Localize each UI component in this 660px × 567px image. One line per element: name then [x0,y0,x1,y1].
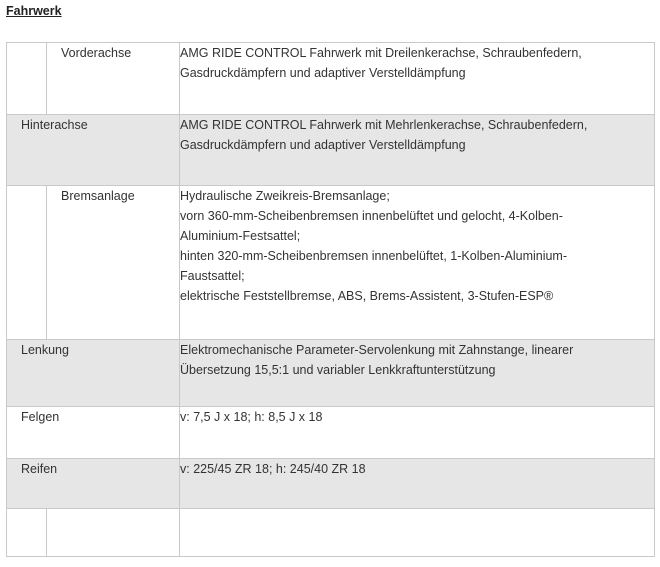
value-line: Übersetzung 15,5:1 und variabler Lenkkraftunterstützung [180,363,496,377]
spec-table [6,42,655,557]
value-line: elektrische Feststellbremse, ABS, Brems-Assistent, 3-Stufen-ESP® [180,289,554,303]
row-label: Reifen [7,459,180,509]
value-line: Gasdruckdämpfern und adaptiver Verstelldämpfung [180,66,466,80]
row-label: Bremsanlage [47,186,180,340]
value-line: Elektromechanische Parameter-Servolenkung mit Zahnstange, linearer [180,343,574,357]
value-line: v: 225/45 ZR 18; h: 245/40 ZR 18 [180,462,366,476]
row-label: Hinterachse [7,115,180,186]
table-row [7,115,655,186]
empty-cell [47,509,180,557]
value-line: AMG RIDE CONTROL Fahrwerk mit Dreilenkerachse, Schraubenfedern, [180,46,582,60]
row-label: Felgen [7,407,180,459]
section-title: Fahrwerk [6,4,62,18]
row-value [180,43,655,115]
value-line: Aluminium-Festsattel; [180,229,301,243]
value-line: AMG RIDE CONTROL Fahrwerk mit Mehrlenkerachse, Schraubenfedern, [180,118,588,132]
value-line: v: 7,5 J x 18; h: 8,5 J x 18 [180,410,323,424]
row-value [180,340,655,407]
table-row [7,43,655,115]
table-row [7,459,655,509]
value-line: Gasdruckdämpfern und adaptiver Verstelldämpfung [180,138,466,152]
empty-cell [7,509,47,557]
row-value [180,115,655,186]
value-line: Hydraulische Zweikreis-Bremsanlage; [180,189,390,203]
row-label: Lenkung [7,340,180,407]
row-value [180,407,655,459]
empty-cell [180,509,655,557]
value-line: vorn 360-mm-Scheibenbremsen innenbelüftet und gelocht, 4-Kolben- [180,209,563,223]
row-label: Vorderachse [47,43,180,115]
indent-cell [7,43,47,115]
row-value [180,459,655,509]
value-line: Faustsattel; [180,269,245,283]
indent-cell [7,186,47,340]
table-row [7,186,655,340]
table-row-empty [7,509,655,557]
table-row [7,340,655,407]
table-row [7,407,655,459]
value-line: hinten 320-mm-Scheibenbremsen innenbelüftet, 1-Kolben-Aluminium- [180,249,568,263]
row-value [180,186,655,340]
